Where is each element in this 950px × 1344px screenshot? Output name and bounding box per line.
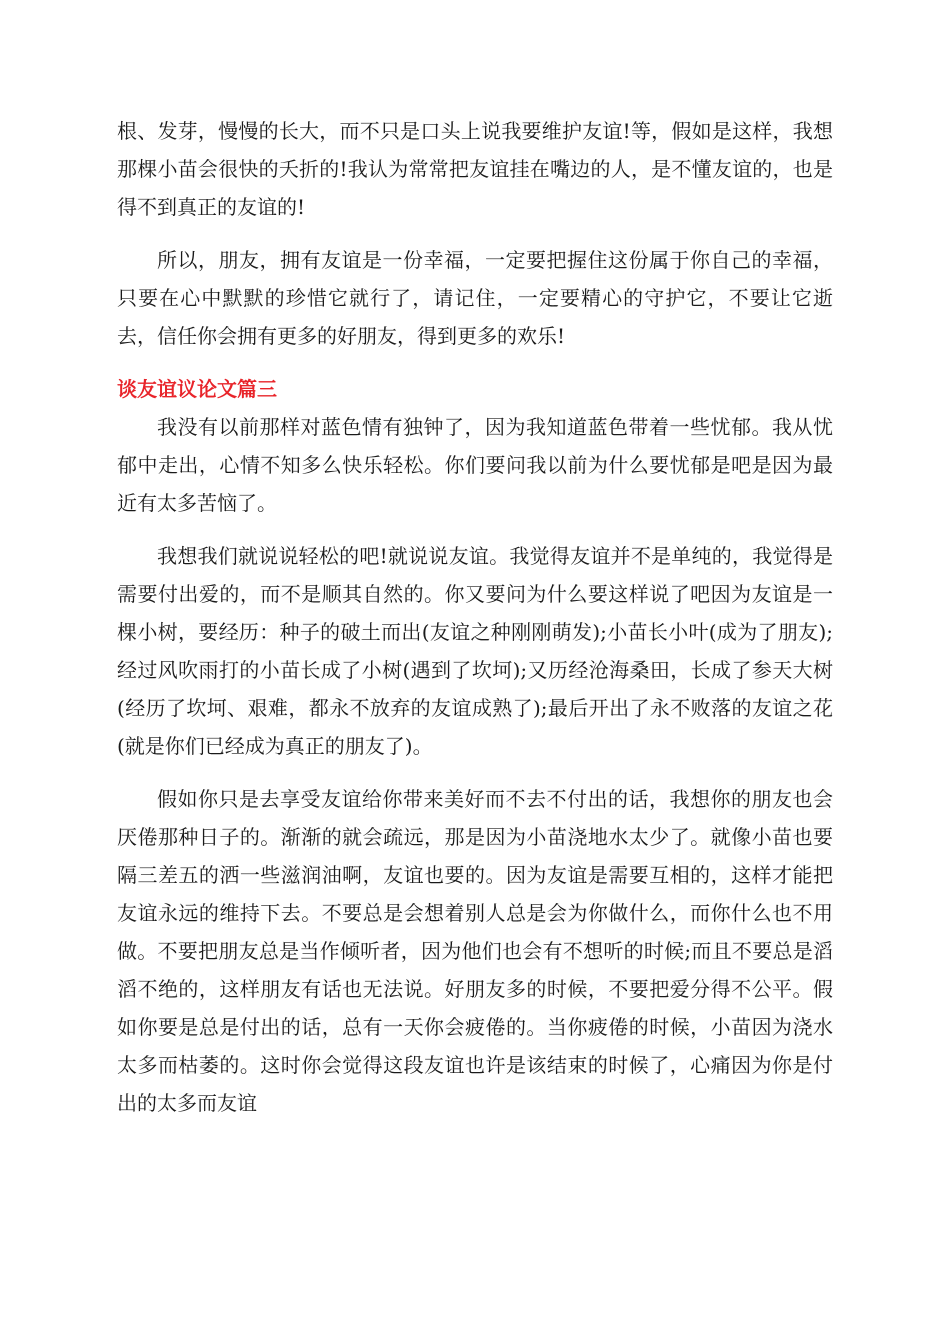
paragraph-spacer (117, 355, 833, 370)
section-heading: 谈友谊议论文篇三 (117, 377, 277, 401)
paragraph: 我想我们就说说轻松的吧!就说说友谊。我觉得友谊并不是单纯的，我觉得是需要付出爱的，而不是顺其自然的。你又要问为什么要这样说了吧因为友谊是一棵小树，要经历：种子的破土而出(友谊之种刚刚萌发);小苗长小叶(成为了朋友);经过风吹雨打的小苗长成了小树(遇到了坎坷);又历经沧海桑田，长成了参天大树(经历了坎坷、艰难，都永不放弃的友谊成熟了);最后开出了永不败落的友谊之花(就是你们已经成为真正的朋友了)。 (117, 544, 833, 758)
paragraph-spacer (117, 522, 833, 537)
document-page (117, 112, 833, 1122)
paragraph-spacer (117, 226, 833, 241)
paragraph: 所以，朋友，拥有友谊是一份幸福，一定要把握住这份属于你自己的幸福，只要在心中默默的珍惜它就行了，请记住，一定要精心的守护它，不要让它逝去，信任你会拥有更多的好朋友，得到更多的欢乐! (117, 248, 833, 348)
continued-paragraph: 根、发芽，慢慢的长大，而不只是口头上说我要维护友谊!等，假如是这样，我想那棵小苗会很快的夭折的!我认为常常把友谊挂在嘴边的人，是不懂友谊的，也是得不到真正的友谊的! (117, 119, 833, 219)
paragraph-spacer (117, 765, 833, 780)
paragraph: 我没有以前那样对蓝色情有独钟了，因为我知道蓝色带着一些忧郁。我从忧郁中走出，心情不知多么快乐轻松。你们要问我以前为什么要忧郁是吧是因为最近有太多苦恼了。 (117, 415, 833, 515)
paragraph: 假如你只是去享受友谊给你带来美好而不去不付出的话，我想你的朋友也会厌倦那种日子的。渐渐的就会疏远，那是因为小苗浇地水太少了。就像小苗也要隔三差五的洒一些滋润油啊，友谊也要的。因为友谊是需要互相的，这样才能把友谊永远的维持下去。不要总是会想着别人总是会为你做什么，而你什么也不用做。不要把朋友总是当作倾听者，因为他们也会有不想听的时候;而且不要总是滔滔不绝的，这样朋友有话也无法说。好朋友多的时候，不要把爱分得不公平。假如你要是总是付出的话，总有一天你会疲倦的。当你疲倦的时候，小苗因为浇水太多而枯萎的。这时你会觉得这段友谊也许是该结束的时候了，心痛因为你是付出的太多而友谊 (117, 787, 833, 1115)
